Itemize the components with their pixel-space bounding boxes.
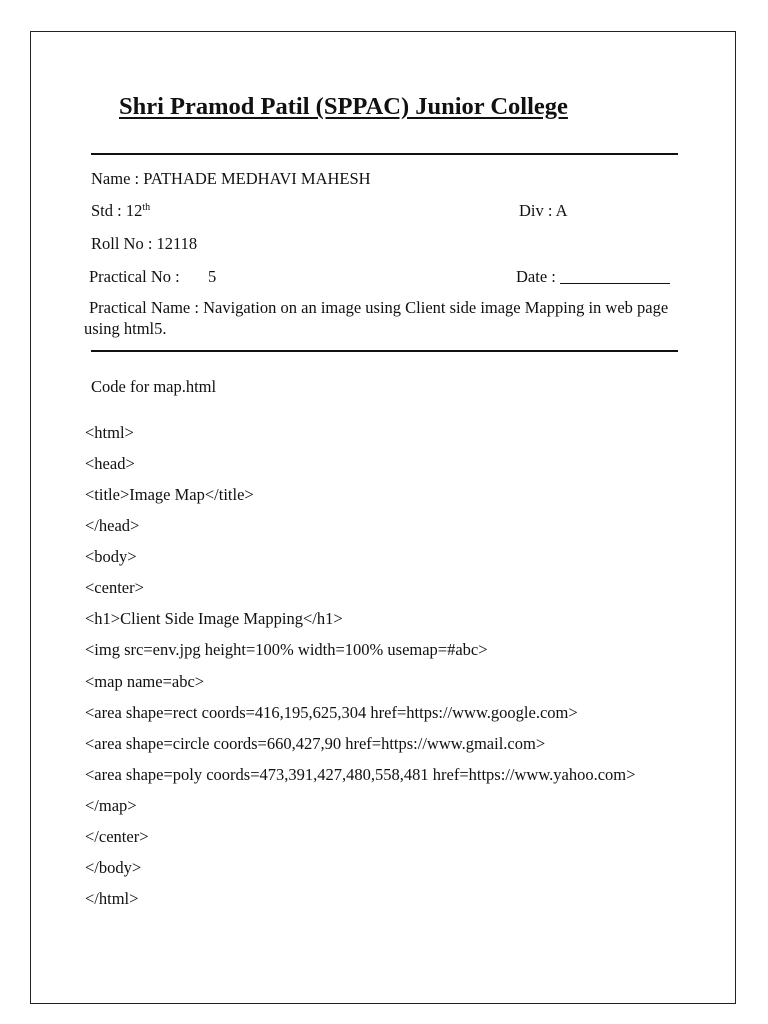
roll-no: Roll No : 12118 <box>91 234 198 253</box>
code-line: </center> <box>85 827 149 846</box>
code-line: </body> <box>85 858 142 877</box>
code-line: <html> <box>85 423 134 442</box>
code-line: <area shape=circle coords=660,427,90 href=https://www.gmail.com> <box>85 734 546 753</box>
college-title: Shri Pramod Patil (SPPAC) Junior College <box>119 93 568 120</box>
std-field <box>91 201 150 221</box>
practical-name: Practical Name : Navigation on an image using Client side image Mapping in web page using html5. <box>84 298 669 338</box>
student-name: Name : PATHADE MEDHAVI MAHESH <box>91 169 371 188</box>
code-line: <body> <box>85 547 137 566</box>
practical-no-value: 5 <box>208 267 217 286</box>
top-divider <box>91 153 678 155</box>
date-field <box>516 267 670 287</box>
code-line: <center> <box>85 578 144 597</box>
date-label: Date : <box>516 267 556 286</box>
code-heading: Code for map.html <box>91 377 217 396</box>
code-line: <title>Image Map</title> <box>85 485 254 504</box>
code-line: <head> <box>85 454 135 473</box>
code-line: <area shape=poly coords=473,391,427,480,558,481 href=https://www.yahoo.com> <box>85 765 636 784</box>
code-line: </html> <box>85 889 139 908</box>
std-label: Std : 12 <box>91 201 143 220</box>
code-line: <area shape=rect coords=416,195,625,304 href=https://www.google.com> <box>85 703 578 722</box>
code-line: </head> <box>85 516 140 535</box>
div-field: Div : A <box>519 201 568 220</box>
code-line: <h1>Client Side Image Mapping</h1> <box>85 609 343 628</box>
code-line: </map> <box>85 796 137 815</box>
code-line: <map name=abc> <box>85 672 205 691</box>
date-blank-line <box>560 269 670 284</box>
std-suffix: th <box>142 202 151 213</box>
practical-no-label: Practical No : <box>89 267 180 286</box>
bottom-divider <box>91 350 678 352</box>
code-line: <img src=env.jpg height=100% width=100% usemap=#abc> <box>85 640 488 659</box>
